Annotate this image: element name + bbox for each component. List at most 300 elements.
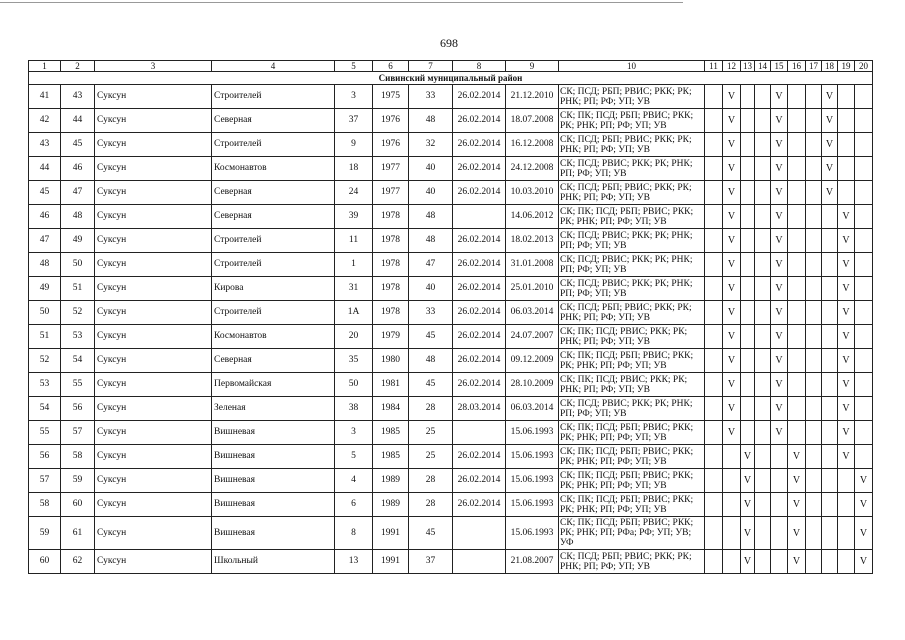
work-codes-cell: СК; ПСД; РВИС; РКК; РК; РНК; РП; РФ; УП; УВ (559, 397, 705, 421)
work-codes-cell: СК; ПСД; РВИС; РКК; РК; РНК; РП; РФ; УП; УВ (559, 157, 705, 181)
mark-cell-col-15: V (771, 397, 788, 421)
date-b-cell: 14.06.2012 (506, 205, 559, 229)
mark-cell-col-12: V (723, 181, 741, 205)
house-number-cell: 39 (335, 205, 373, 229)
work-codes-cell: СК; ПК; ПСД; РБП; РВИС; РКК; РК; РНК; РП; РФ; УП; УВ (559, 421, 705, 445)
mark-cell-col-19: V (838, 325, 855, 349)
mark-cell-col-15: V (771, 157, 788, 181)
table-row (29, 277, 873, 301)
date-b-cell: 18.07.2008 (506, 109, 559, 133)
house-number-cell: 9 (335, 133, 373, 157)
mark-cell-col-18 (822, 469, 838, 493)
date-a-cell: 26.02.2014 (453, 373, 506, 397)
column-header-12: 12 (723, 61, 741, 72)
work-codes-cell: СК; ПК; ПСД; РБП; РВИС; РКК; РК; РНК; РП; РФ; УП; УВ (559, 445, 705, 469)
mark-cell-col-17 (806, 301, 822, 325)
mark-cell-col-13: V (741, 517, 755, 550)
mark-cell-col-19 (838, 493, 855, 517)
build-year-cell: 1978 (373, 253, 409, 277)
mark-cell-col-19 (838, 181, 855, 205)
mark-cell-col-13 (741, 181, 755, 205)
column-header-10: 10 (559, 61, 705, 72)
mark-cell-col-11 (705, 253, 723, 277)
column-header-11: 11 (705, 61, 723, 72)
street-cell: Первомайская (212, 373, 335, 397)
row-number-cell: 51 (29, 325, 61, 349)
house-number-cell: 11 (335, 229, 373, 253)
mark-cell-col-19 (838, 85, 855, 109)
apartment-count-cell: 45 (409, 517, 453, 550)
date-b-cell: 16.12.2008 (506, 133, 559, 157)
mark-cell-col-12: V (723, 157, 741, 181)
date-a-cell: 26.02.2014 (453, 157, 506, 181)
column-header-16: 16 (788, 61, 806, 72)
date-b-cell: 09.12.2009 (506, 349, 559, 373)
street-cell: Строителей (212, 253, 335, 277)
street-cell: Строителей (212, 133, 335, 157)
settlement-cell: Суксун (95, 421, 212, 445)
table-row (29, 229, 873, 253)
mark-cell-col-14 (755, 349, 771, 373)
street-cell: Вишневая (212, 469, 335, 493)
settlement-cell: Суксун (95, 301, 212, 325)
column-header-1: 1 (29, 61, 61, 72)
mark-cell-col-16: V (788, 445, 806, 469)
build-year-cell: 1981 (373, 373, 409, 397)
row-number-cell: 54 (29, 397, 61, 421)
mark-cell-col-11 (705, 493, 723, 517)
build-year-cell: 1991 (373, 550, 409, 574)
mark-cell-col-12: V (723, 253, 741, 277)
street-cell: Зеленая (212, 397, 335, 421)
date-a-cell (453, 550, 506, 574)
record-number-cell: 46 (61, 157, 95, 181)
housing-table (28, 60, 873, 574)
mark-cell-col-19: V (838, 301, 855, 325)
mark-cell-col-14 (755, 550, 771, 574)
street-cell: Космонавтов (212, 157, 335, 181)
date-b-cell: 15.06.1993 (506, 445, 559, 469)
table-row (29, 493, 873, 517)
row-number-cell: 53 (29, 373, 61, 397)
mark-cell-col-20 (855, 253, 873, 277)
mark-cell-col-20 (855, 157, 873, 181)
apartment-count-cell: 48 (409, 109, 453, 133)
settlement-cell: Суксун (95, 373, 212, 397)
mark-cell-col-18 (822, 421, 838, 445)
column-header-13: 13 (741, 61, 755, 72)
work-codes-cell: СК; ПК; ПСД; РБП; РВИС; РКК; РК; РНК; РП; РФ; УП; УВ (559, 109, 705, 133)
region-name: Сивинский муниципальный район (29, 72, 873, 85)
row-number-cell: 55 (29, 421, 61, 445)
record-number-cell: 49 (61, 229, 95, 253)
work-codes-cell: СК; ПК; ПСД; РБП; РВИС; РКК; РК; РНК; РП; РФ; УП; УВ (559, 349, 705, 373)
street-cell: Вишневая (212, 517, 335, 550)
mark-cell-col-20: V (855, 469, 873, 493)
column-header-4: 4 (212, 61, 335, 72)
mark-cell-col-17 (806, 157, 822, 181)
house-number-cell: 13 (335, 550, 373, 574)
page-number: 698 (440, 36, 458, 50)
record-number-cell: 44 (61, 109, 95, 133)
row-number-cell: 49 (29, 277, 61, 301)
mark-cell-col-12 (723, 469, 741, 493)
mark-cell-col-18: V (822, 157, 838, 181)
column-number-header (29, 61, 873, 72)
date-b-cell: 15.06.1993 (506, 493, 559, 517)
mark-cell-col-16 (788, 253, 806, 277)
mark-cell-col-16: V (788, 493, 806, 517)
settlement-cell: Суксун (95, 133, 212, 157)
record-number-cell: 59 (61, 469, 95, 493)
settlement-cell: Суксун (95, 325, 212, 349)
mark-cell-col-18 (822, 493, 838, 517)
street-cell: Кирова (212, 277, 335, 301)
work-codes-cell: СК; ПСД; РБП; РВИС; РКК; РК; РНК; РП; РФ; УП; УВ (559, 85, 705, 109)
mark-cell-col-19 (838, 517, 855, 550)
mark-cell-col-12 (723, 550, 741, 574)
build-year-cell: 1977 (373, 181, 409, 205)
street-cell: Вишневая (212, 493, 335, 517)
mark-cell-col-20 (855, 445, 873, 469)
mark-cell-col-16 (788, 109, 806, 133)
work-codes-cell: СК; ПСД; РВИС; РКК; РК; РНК; РП; РФ; УП; УВ (559, 229, 705, 253)
mark-cell-col-18 (822, 445, 838, 469)
mark-cell-col-14 (755, 421, 771, 445)
street-cell: Вишневая (212, 421, 335, 445)
mark-cell-col-18 (822, 517, 838, 550)
mark-cell-col-13 (741, 349, 755, 373)
mark-cell-col-19: V (838, 205, 855, 229)
mark-cell-col-20 (855, 229, 873, 253)
apartment-count-cell: 28 (409, 397, 453, 421)
apartment-count-cell: 32 (409, 133, 453, 157)
row-number-cell: 56 (29, 445, 61, 469)
mark-cell-col-15 (771, 445, 788, 469)
mark-cell-col-11 (705, 397, 723, 421)
house-number-cell: 20 (335, 325, 373, 349)
mark-cell-col-17 (806, 493, 822, 517)
apartment-count-cell: 25 (409, 421, 453, 445)
mark-cell-col-11 (705, 181, 723, 205)
settlement-cell: Суксун (95, 181, 212, 205)
date-b-cell: 28.10.2009 (506, 373, 559, 397)
mark-cell-col-17 (806, 325, 822, 349)
record-number-cell: 58 (61, 445, 95, 469)
mark-cell-col-15: V (771, 229, 788, 253)
settlement-cell: Суксун (95, 550, 212, 574)
mark-cell-col-13 (741, 229, 755, 253)
mark-cell-col-17 (806, 469, 822, 493)
record-number-cell: 54 (61, 349, 95, 373)
date-a-cell: 26.02.2014 (453, 229, 506, 253)
mark-cell-col-15: V (771, 277, 788, 301)
row-number-cell: 58 (29, 493, 61, 517)
build-year-cell: 1975 (373, 85, 409, 109)
column-header-18: 18 (822, 61, 838, 72)
mark-cell-col-16 (788, 277, 806, 301)
mark-cell-col-12: V (723, 421, 741, 445)
table-row (29, 133, 873, 157)
mark-cell-col-12: V (723, 205, 741, 229)
settlement-cell: Суксун (95, 85, 212, 109)
house-number-cell: 18 (335, 157, 373, 181)
apartment-count-cell: 48 (409, 229, 453, 253)
build-year-cell: 1991 (373, 517, 409, 550)
date-b-cell: 24.12.2008 (506, 157, 559, 181)
work-codes-cell: СК; ПК; ПСД; РБП; РВИС; РКК; РК; РНК; РП; РФ; УП; УВ (559, 469, 705, 493)
mark-cell-col-15: V (771, 373, 788, 397)
mark-cell-col-15: V (771, 85, 788, 109)
mark-cell-col-17 (806, 517, 822, 550)
row-number-cell: 57 (29, 469, 61, 493)
date-a-cell: 26.02.2014 (453, 253, 506, 277)
apartment-count-cell: 33 (409, 301, 453, 325)
mark-cell-col-19: V (838, 445, 855, 469)
table-row (29, 253, 873, 277)
row-number-cell: 45 (29, 181, 61, 205)
settlement-cell: Суксун (95, 469, 212, 493)
mark-cell-col-12: V (723, 397, 741, 421)
mark-cell-col-14 (755, 181, 771, 205)
mark-cell-col-12 (723, 517, 741, 550)
mark-cell-col-20 (855, 277, 873, 301)
build-year-cell: 1984 (373, 397, 409, 421)
mark-cell-col-11 (705, 325, 723, 349)
mark-cell-col-17 (806, 133, 822, 157)
mark-cell-col-19: V (838, 373, 855, 397)
apartment-count-cell: 40 (409, 277, 453, 301)
settlement-cell: Суксун (95, 493, 212, 517)
column-header-19: 19 (838, 61, 855, 72)
mark-cell-col-11 (705, 229, 723, 253)
house-number-cell: 5 (335, 445, 373, 469)
house-number-cell: 6 (335, 493, 373, 517)
mark-cell-col-16: V (788, 550, 806, 574)
build-year-cell: 1979 (373, 325, 409, 349)
mark-cell-col-20 (855, 205, 873, 229)
mark-cell-col-17 (806, 181, 822, 205)
column-header-8: 8 (453, 61, 506, 72)
mark-cell-col-16 (788, 205, 806, 229)
date-a-cell: 28.03.2014 (453, 397, 506, 421)
date-a-cell: 26.02.2014 (453, 445, 506, 469)
table-row (29, 517, 873, 550)
date-b-cell: 24.07.2007 (506, 325, 559, 349)
work-codes-cell: СК; ПСД; РВИС; РКК; РК; РНК; РП; РФ; УП; УВ (559, 277, 705, 301)
mark-cell-col-15: V (771, 301, 788, 325)
mark-cell-col-17 (806, 349, 822, 373)
mark-cell-col-12 (723, 493, 741, 517)
settlement-cell: Суксун (95, 205, 212, 229)
mark-cell-col-20 (855, 397, 873, 421)
street-cell: Строителей (212, 229, 335, 253)
mark-cell-col-11 (705, 550, 723, 574)
mark-cell-col-18: V (822, 109, 838, 133)
street-cell: Северная (212, 205, 335, 229)
record-number-cell: 52 (61, 301, 95, 325)
apartment-count-cell: 33 (409, 85, 453, 109)
row-number-cell: 48 (29, 253, 61, 277)
record-number-cell: 56 (61, 397, 95, 421)
row-number-cell: 46 (29, 205, 61, 229)
record-number-cell: 43 (61, 85, 95, 109)
apartment-count-cell: 47 (409, 253, 453, 277)
house-number-cell: 35 (335, 349, 373, 373)
mark-cell-col-15: V (771, 109, 788, 133)
record-number-cell: 53 (61, 325, 95, 349)
mark-cell-col-19 (838, 109, 855, 133)
mark-cell-col-11 (705, 157, 723, 181)
row-number-cell: 43 (29, 133, 61, 157)
date-b-cell: 10.03.2010 (506, 181, 559, 205)
mark-cell-col-12: V (723, 85, 741, 109)
mark-cell-col-15 (771, 517, 788, 550)
apartment-count-cell: 40 (409, 157, 453, 181)
mark-cell-col-14 (755, 469, 771, 493)
street-cell: Строителей (212, 301, 335, 325)
house-number-cell: 37 (335, 109, 373, 133)
mark-cell-col-11 (705, 301, 723, 325)
record-number-cell: 61 (61, 517, 95, 550)
house-number-cell: 3 (335, 421, 373, 445)
mark-cell-col-16 (788, 181, 806, 205)
settlement-cell: Суксун (95, 445, 212, 469)
mark-cell-col-14 (755, 133, 771, 157)
build-year-cell: 1977 (373, 157, 409, 181)
mark-cell-col-11 (705, 205, 723, 229)
column-header-2: 2 (61, 61, 95, 72)
mark-cell-col-18 (822, 277, 838, 301)
mark-cell-col-14 (755, 325, 771, 349)
column-header-6: 6 (373, 61, 409, 72)
mark-cell-col-11 (705, 133, 723, 157)
date-a-cell: 26.02.2014 (453, 181, 506, 205)
work-codes-cell: СК; ПСД; РБП; РВИС; РКК; РК; РНК; РП; РФ; УП; УВ (559, 550, 705, 574)
mark-cell-col-20: V (855, 550, 873, 574)
mark-cell-col-17 (806, 397, 822, 421)
row-number-cell: 47 (29, 229, 61, 253)
row-number-cell: 50 (29, 301, 61, 325)
table-row (29, 181, 873, 205)
record-number-cell: 48 (61, 205, 95, 229)
table-row (29, 469, 873, 493)
column-header-7: 7 (409, 61, 453, 72)
mark-cell-col-20 (855, 181, 873, 205)
mark-cell-col-18 (822, 349, 838, 373)
mark-cell-col-13: V (741, 445, 755, 469)
mark-cell-col-14 (755, 493, 771, 517)
table-row (29, 301, 873, 325)
settlement-cell: Суксун (95, 157, 212, 181)
mark-cell-col-13: V (741, 550, 755, 574)
mark-cell-col-12: V (723, 229, 741, 253)
mark-cell-col-19: V (838, 349, 855, 373)
mark-cell-col-20 (855, 349, 873, 373)
mark-cell-col-18 (822, 301, 838, 325)
table-row (29, 445, 873, 469)
work-codes-cell: СК; ПК; ПСД; РБП; РВИС; РКК; РК; РНК; РП; РФ; УП; УВ (559, 205, 705, 229)
date-b-cell: 15.06.1993 (506, 421, 559, 445)
row-number-cell: 60 (29, 550, 61, 574)
build-year-cell: 1978 (373, 301, 409, 325)
date-b-cell: 25.01.2010 (506, 277, 559, 301)
work-codes-cell: СК; ПК; ПСД; РБП; РВИС; РКК; РК; РНК; РП; РФ; УП; УВ (559, 493, 705, 517)
table-row (29, 85, 873, 109)
mark-cell-col-17 (806, 205, 822, 229)
settlement-cell: Суксун (95, 517, 212, 550)
mark-cell-col-18 (822, 205, 838, 229)
mark-cell-col-19 (838, 550, 855, 574)
mark-cell-col-18 (822, 373, 838, 397)
house-number-cell: 8 (335, 517, 373, 550)
street-cell: Школьный (212, 550, 335, 574)
mark-cell-col-19 (838, 469, 855, 493)
mark-cell-col-14 (755, 301, 771, 325)
mark-cell-col-13: V (741, 469, 755, 493)
date-a-cell: 26.02.2014 (453, 109, 506, 133)
mark-cell-col-16: V (788, 517, 806, 550)
mark-cell-col-11 (705, 469, 723, 493)
mark-cell-col-13 (741, 133, 755, 157)
build-year-cell: 1989 (373, 493, 409, 517)
mark-cell-col-19: V (838, 397, 855, 421)
mark-cell-col-16: V (788, 469, 806, 493)
date-a-cell (453, 517, 506, 550)
date-b-cell: 21.08.2007 (506, 550, 559, 574)
mark-cell-col-14 (755, 205, 771, 229)
date-b-cell: 21.12.2010 (506, 85, 559, 109)
apartment-count-cell: 45 (409, 325, 453, 349)
record-number-cell: 51 (61, 277, 95, 301)
mark-cell-col-16 (788, 349, 806, 373)
settlement-cell: Суксун (95, 229, 212, 253)
build-year-cell: 1985 (373, 421, 409, 445)
table-row (29, 421, 873, 445)
mark-cell-col-18: V (822, 133, 838, 157)
mark-cell-col-20 (855, 301, 873, 325)
mark-cell-col-13 (741, 85, 755, 109)
date-a-cell (453, 421, 506, 445)
apartment-count-cell: 37 (409, 550, 453, 574)
date-a-cell: 26.02.2014 (453, 301, 506, 325)
mark-cell-col-14 (755, 157, 771, 181)
column-header-15: 15 (771, 61, 788, 72)
house-number-cell: 24 (335, 181, 373, 205)
date-b-cell: 15.06.1993 (506, 517, 559, 550)
date-a-cell: 26.02.2014 (453, 469, 506, 493)
mark-cell-col-16 (788, 85, 806, 109)
build-year-cell: 1976 (373, 109, 409, 133)
date-a-cell: 26.02.2014 (453, 349, 506, 373)
record-number-cell: 62 (61, 550, 95, 574)
column-header-20: 20 (855, 61, 873, 72)
mark-cell-col-15: V (771, 421, 788, 445)
apartment-count-cell: 48 (409, 205, 453, 229)
date-b-cell: 06.03.2014 (506, 301, 559, 325)
mark-cell-col-11 (705, 445, 723, 469)
mark-cell-col-18 (822, 550, 838, 574)
mark-cell-col-16 (788, 397, 806, 421)
mark-cell-col-11 (705, 373, 723, 397)
build-year-cell: 1978 (373, 205, 409, 229)
apartment-count-cell: 28 (409, 493, 453, 517)
mark-cell-col-18 (822, 253, 838, 277)
date-a-cell: 26.02.2014 (453, 325, 506, 349)
mark-cell-col-17 (806, 445, 822, 469)
mark-cell-col-19: V (838, 421, 855, 445)
table-row (29, 373, 873, 397)
